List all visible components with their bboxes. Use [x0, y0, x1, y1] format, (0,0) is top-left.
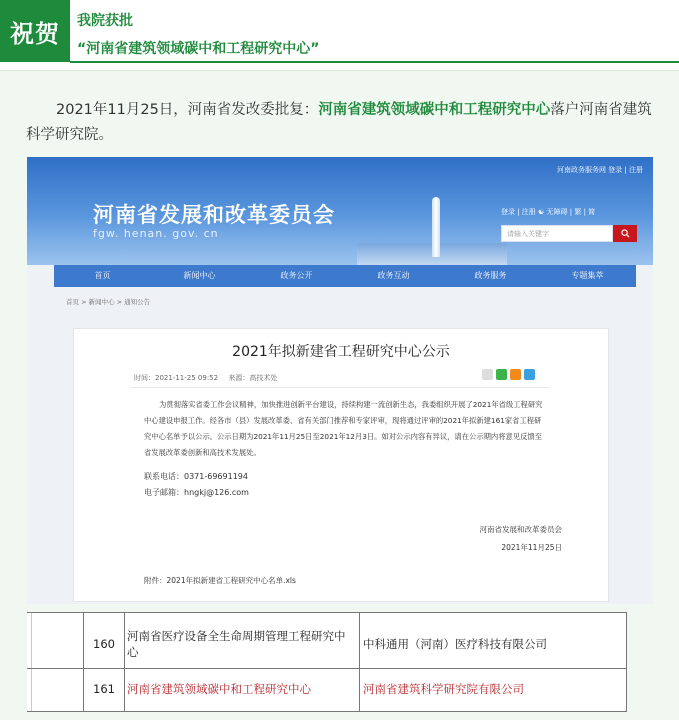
article-time: 时间：2021-11-25 09:52 [134, 374, 219, 382]
search-input[interactable]: 请输入关键字 [501, 225, 613, 242]
table-col-line [124, 612, 125, 712]
weibo-icon[interactable] [510, 369, 521, 380]
signature [424, 521, 562, 557]
contact-email: 电子邮箱：hngkj@126.com [144, 488, 249, 497]
table-rule [27, 668, 627, 669]
nav-item-gov-interact[interactable]: 政务互动 [377, 271, 410, 280]
nav-item-topics[interactable]: 专题集萃 [571, 271, 604, 280]
table-rule [27, 711, 627, 712]
article-source: 来源：高技术处 [228, 374, 278, 382]
search-button[interactable] [613, 225, 637, 242]
contact-phone: 联系电话：0371-69691194 [144, 472, 248, 481]
article-paragraph: 为贯彻落实省委工作会议精神，加快推进创新平台建设，持续构建一流创新生态，我委组织开展了2021年省级工程研究中心建设申报工作。经各市（县）发展改革委、省有关部门推荐和专家评审，现将通过评审的2021年拟新建161家省工程研究中心名单予以公示。公示日期为2021年11月25日至2021年12月3日。如对公示内容有异议，请在公示期内将意见反馈至省发展改革委创新和高技术发展处。 [144, 400, 543, 457]
tower-graphic [432, 197, 440, 257]
header [0, 0, 679, 64]
table-cell-no: 160 [93, 637, 115, 651]
intro-text-end: 落户河南省建筑科学研究院。 [26, 102, 652, 143]
intro-highlight: 河南省建筑领域碳中和工程研究中心 [318, 102, 551, 118]
search-icon [621, 229, 630, 238]
table-cell-name: 河南省医疗设备全生命周期管理工程研究中心 [127, 629, 346, 659]
nav-item-news[interactable]: 新闻中心 [183, 271, 216, 280]
share-icon[interactable] [482, 369, 493, 380]
share-buttons [482, 369, 535, 380]
wechat-icon[interactable] [496, 369, 507, 380]
site-nav [54, 265, 636, 287]
table-col-line [83, 612, 84, 712]
qq-icon[interactable] [524, 369, 535, 380]
nav-item-gov-open[interactable]: 政务公开 [280, 271, 313, 280]
congrats-badge: 祝贺 [0, 0, 70, 62]
sign-date: 2021年11月25日 [501, 543, 562, 552]
intro-paragraph [26, 98, 656, 148]
top-links[interactable]: 河南政务服务网 登录 | 注册 [556, 166, 643, 174]
table-col-line [626, 612, 627, 712]
attachment-link[interactable]: 附件：2021年拟新建省工程研究中心名单.xls [144, 576, 296, 585]
embedded-screenshot [27, 157, 653, 604]
result-table [27, 612, 627, 712]
table-cell-org: 中科通用（河南）医疗科技有限公司 [363, 637, 547, 651]
account-links[interactable]: 登录 | 注册 ☯ 无障碍 | 繁 | 简 [501, 208, 596, 216]
site-banner [27, 157, 653, 265]
article-divider [130, 387, 550, 388]
table-cell-no: 161 [93, 682, 115, 696]
table-cell-org: 河南省建筑科学研究院有限公司 [363, 682, 524, 696]
header-line2: “河南省建筑领域碳中和工程研究中心” [77, 41, 320, 57]
contact-info [144, 469, 249, 501]
nav-item-home[interactable]: 首页 [94, 271, 111, 280]
article-panel [73, 328, 609, 602]
table-rule [27, 612, 627, 613]
article-title: 2021年拟新建省工程研究中心公示 [232, 344, 450, 360]
article-body [144, 397, 544, 461]
article-meta [134, 373, 285, 383]
breadcrumb[interactable]: 首页 > 新闻中心 > 通知公告 [66, 298, 151, 306]
intro-text: 2021年11月25日，河南省发改委批复： [56, 102, 319, 118]
table-col-line [359, 612, 360, 712]
header-line1: 我院获批 [77, 13, 133, 29]
header-divider [70, 61, 679, 63]
table-cell-name: 河南省建筑领域碳中和工程研究中心 [127, 682, 311, 696]
nav-item-gov-service[interactable]: 政务服务 [474, 271, 507, 280]
site-domain: fgw. henan. gov. cn [93, 227, 219, 240]
site-title: 河南省发展和改革委员会 [93, 203, 335, 227]
table-edge [31, 612, 32, 712]
sign-org: 河南省发展和改革委员会 [479, 525, 562, 534]
